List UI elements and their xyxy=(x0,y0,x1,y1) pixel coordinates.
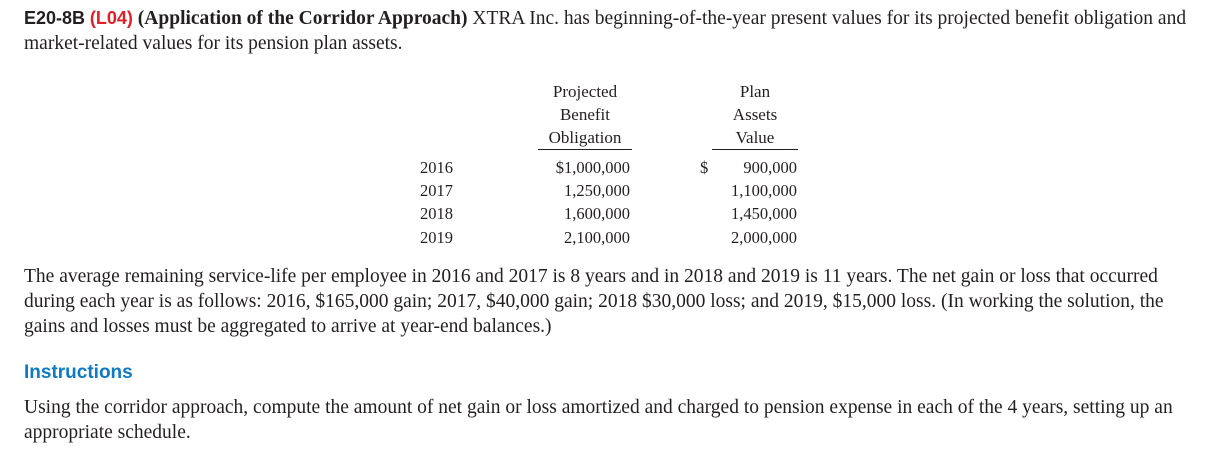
table-row xyxy=(0,202,1209,225)
dollar-sign: $ xyxy=(700,158,709,177)
exercise-intro xyxy=(24,6,1199,56)
instructions-text: Using the corridor approach, compute the amount of net gain or loss amortized and charged to pension expense in each of the 4 years, setting up an appropriate schedule. xyxy=(24,397,1173,443)
pbo-header-line: Obligation xyxy=(538,126,632,150)
year-cell: 2019 xyxy=(420,228,453,247)
service-life-paragraph: The average remaining service-life per employee in 2016 and 2017 is 8 years and in 2018 and 2019 is 11 years. The net gain or loss that occurred during each year is as follows: 2016, $165,000 gain; 2017, $40,000 gain; 2018 $30,000 loss; and 2019, $15,000 loss. (In working the solution, the gains and losses must be aggregated to arrive at year-end balances.) xyxy=(24,266,1164,337)
assets-value: 900,000 xyxy=(743,158,797,177)
table-row xyxy=(0,226,1209,249)
assets-header-line: Plan xyxy=(739,82,771,101)
assets-header-line: Value xyxy=(712,126,798,150)
pbo-cell: 2,100,000 xyxy=(564,228,630,247)
assets-header-line: Assets xyxy=(732,105,778,124)
learning-objective: (L04) xyxy=(89,8,133,28)
assets-cell: 1,100,000 xyxy=(731,181,797,200)
instructions-heading: Instructions xyxy=(24,362,133,383)
pbo-column-header xyxy=(538,80,632,150)
pbo-cell: 1,600,000 xyxy=(564,204,630,223)
year-cell: 2016 xyxy=(420,158,453,177)
pbo-cell: 1,250,000 xyxy=(564,181,630,200)
assets-cell: 2,000,000 xyxy=(731,228,797,247)
pbo-cell: $1,000,000 xyxy=(555,158,630,177)
year-cell: 2017 xyxy=(420,181,453,200)
intro-text: XTRA Inc. has beginning-of-the-year present values for its projected benefit obligation and market-related values for its pension plan assets. xyxy=(24,8,1187,54)
assets-cell: 1,450,000 xyxy=(731,204,797,223)
table-row xyxy=(0,179,1209,202)
table-row xyxy=(0,156,1209,179)
assets-cell xyxy=(700,156,797,179)
exercise-number: E20-8B xyxy=(24,8,86,28)
pbo-header-line: Benefit xyxy=(559,105,611,124)
exercise-topic: (Application of the Corridor Approach) xyxy=(137,8,468,29)
pbo-header-line: Projected xyxy=(552,82,618,101)
year-cell: 2018 xyxy=(420,204,453,223)
assets-column-header xyxy=(712,80,798,150)
